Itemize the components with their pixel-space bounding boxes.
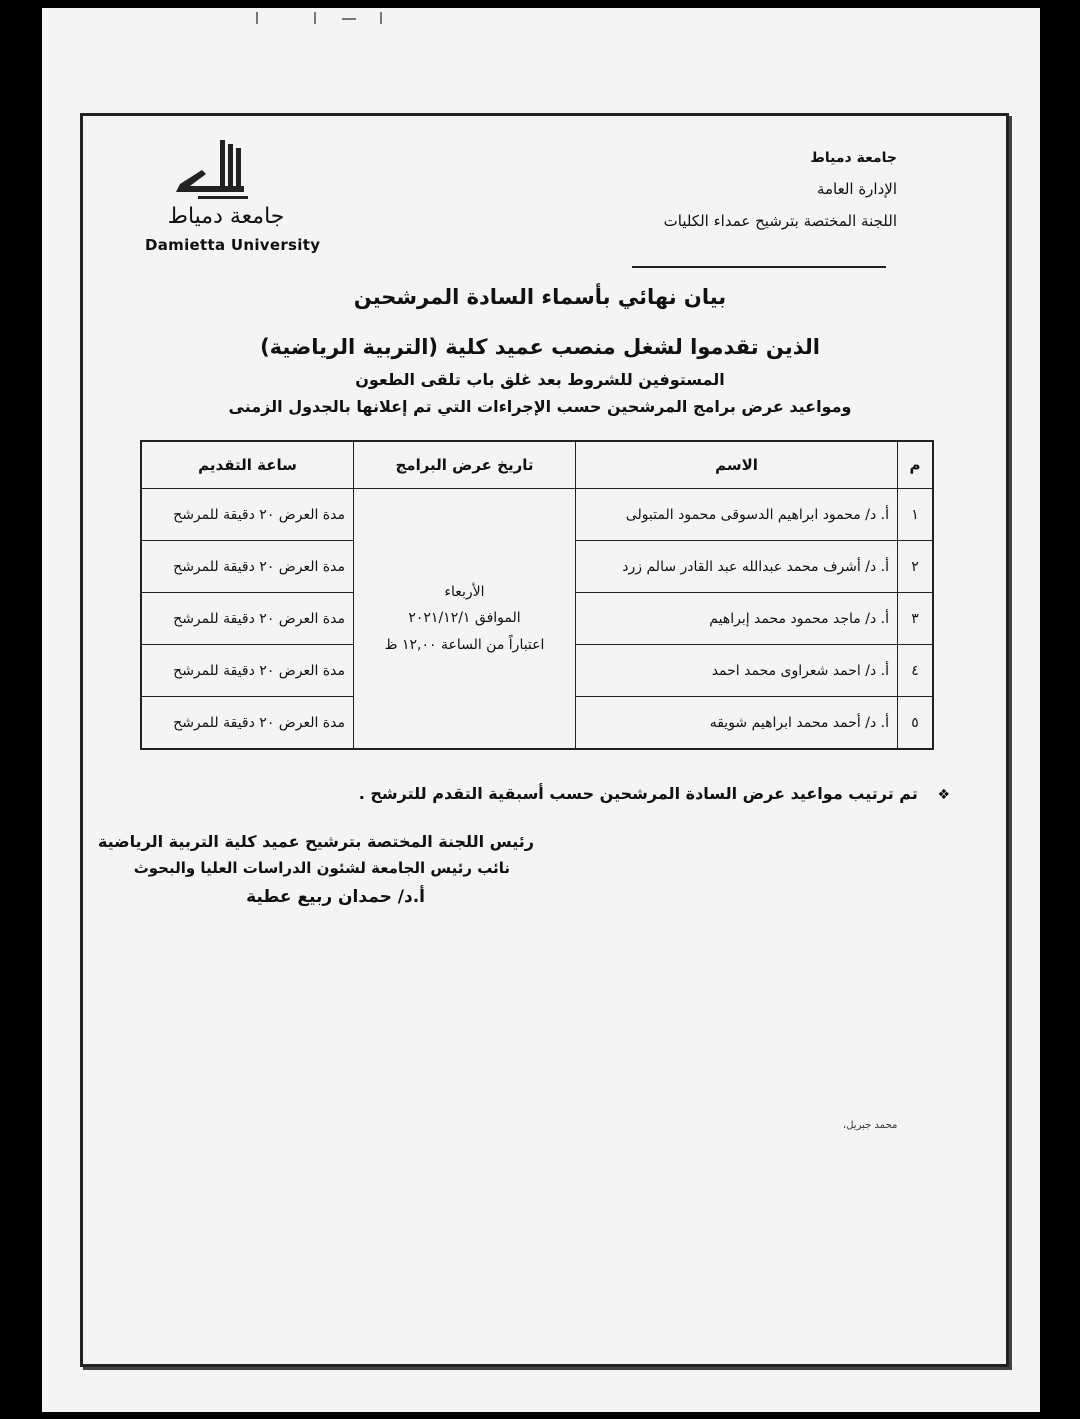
administration-name: الإدارة العامة (816, 180, 897, 198)
candidate-name: أ. د/ أحمد محمد ابراهيم شويقه (576, 697, 898, 750)
signatory-title: رئيس اللجنة المختصة بترشيح عميد كلية التربية الرياضية (97, 832, 534, 851)
candidate-name: أ. د/ ماجد محمود محمد إبراهيم (576, 593, 898, 645)
committee-name: اللجنة المختصة بترشيح عمداء الكليات (663, 212, 897, 230)
candidate-name: أ. د/ محمود ابراهيم الدسوقى محمود المتبولى (576, 489, 898, 541)
title-line-3: المستوفين للشروط بعد غلق باب تلقى الطعون (355, 370, 725, 389)
logo-english-text: Damietta University (145, 236, 321, 254)
table-header-row (141, 441, 933, 489)
title-line-2: الذين تقدموا لشغل منصب عميد كلية (التربية الرياضية) (260, 335, 820, 359)
header-divider (632, 266, 886, 268)
letterhead (664, 150, 897, 230)
row-number: ٥ (898, 697, 934, 750)
header-time: ساعة التقديم (141, 441, 354, 489)
presentation-duration: مدة العرض ٢٠ دقيقة للمرشح (141, 593, 354, 645)
logo-arabic-text: جامعة دمياط (167, 204, 285, 229)
bullet-icon: ❖ (937, 787, 950, 803)
university-name: جامعة دمياط (810, 150, 897, 166)
note-text: تم ترتيب مواعيد عرض السادة المرشحين حسب أسبقية التقدم للترشح . (358, 784, 918, 803)
row-number: ٣ (898, 593, 934, 645)
scan-marks (250, 12, 400, 32)
signatory-name: أ.د/ حمدان ربيع عطية (246, 887, 425, 907)
candidate-name: أ. د/ احمد شعراوى محمد احمد (576, 645, 898, 697)
date-value: الموافق ٢٠٢١/١٢/١ (408, 610, 521, 627)
signatory-position: نائب رئيس الجامعة لشئون الدراسات العليا والبحوث (133, 859, 510, 877)
logo-mark-icon (140, 140, 330, 210)
date-day: الأربعاء (444, 583, 485, 600)
title-line-4: ومواعيد عرض برامج المرشحين حسب الإجراءات التي تم إعلانها بالجدول الزمنى (228, 397, 852, 416)
presentation-duration: مدة العرض ٢٠ دقيقة للمرشح (141, 697, 354, 750)
typist-initials: محمد جبريل، (843, 1120, 898, 1131)
title-line-1: بيان نهائي بأسماء السادة المرشحين (353, 285, 727, 309)
candidate-name: أ. د/ أشرف محمد عبدالله عبد القادر سالم زرد (576, 541, 898, 593)
presentation-duration: مدة العرض ٢٠ دقيقة للمرشح (141, 645, 354, 697)
row-number: ٢ (898, 541, 934, 593)
presentation-duration: مدة العرض ٢٠ دقيقة للمرشح (141, 489, 354, 541)
university-logo (140, 140, 330, 260)
row-number: ٤ (898, 645, 934, 697)
header-number: م (898, 441, 934, 489)
date-start-time: اعتباراً من الساعة ١٢,٠٠ ظ (384, 636, 545, 653)
candidates-table (140, 440, 934, 750)
ordering-note (359, 784, 950, 803)
header-date: تاريخ عرض البرامج (354, 441, 576, 489)
presentation-duration: مدة العرض ٢٠ دقيقة للمرشح (141, 541, 354, 593)
presentation-date (354, 489, 576, 750)
table-row (141, 489, 933, 541)
header-name: الاسم (576, 441, 898, 489)
row-number: ١ (898, 489, 934, 541)
